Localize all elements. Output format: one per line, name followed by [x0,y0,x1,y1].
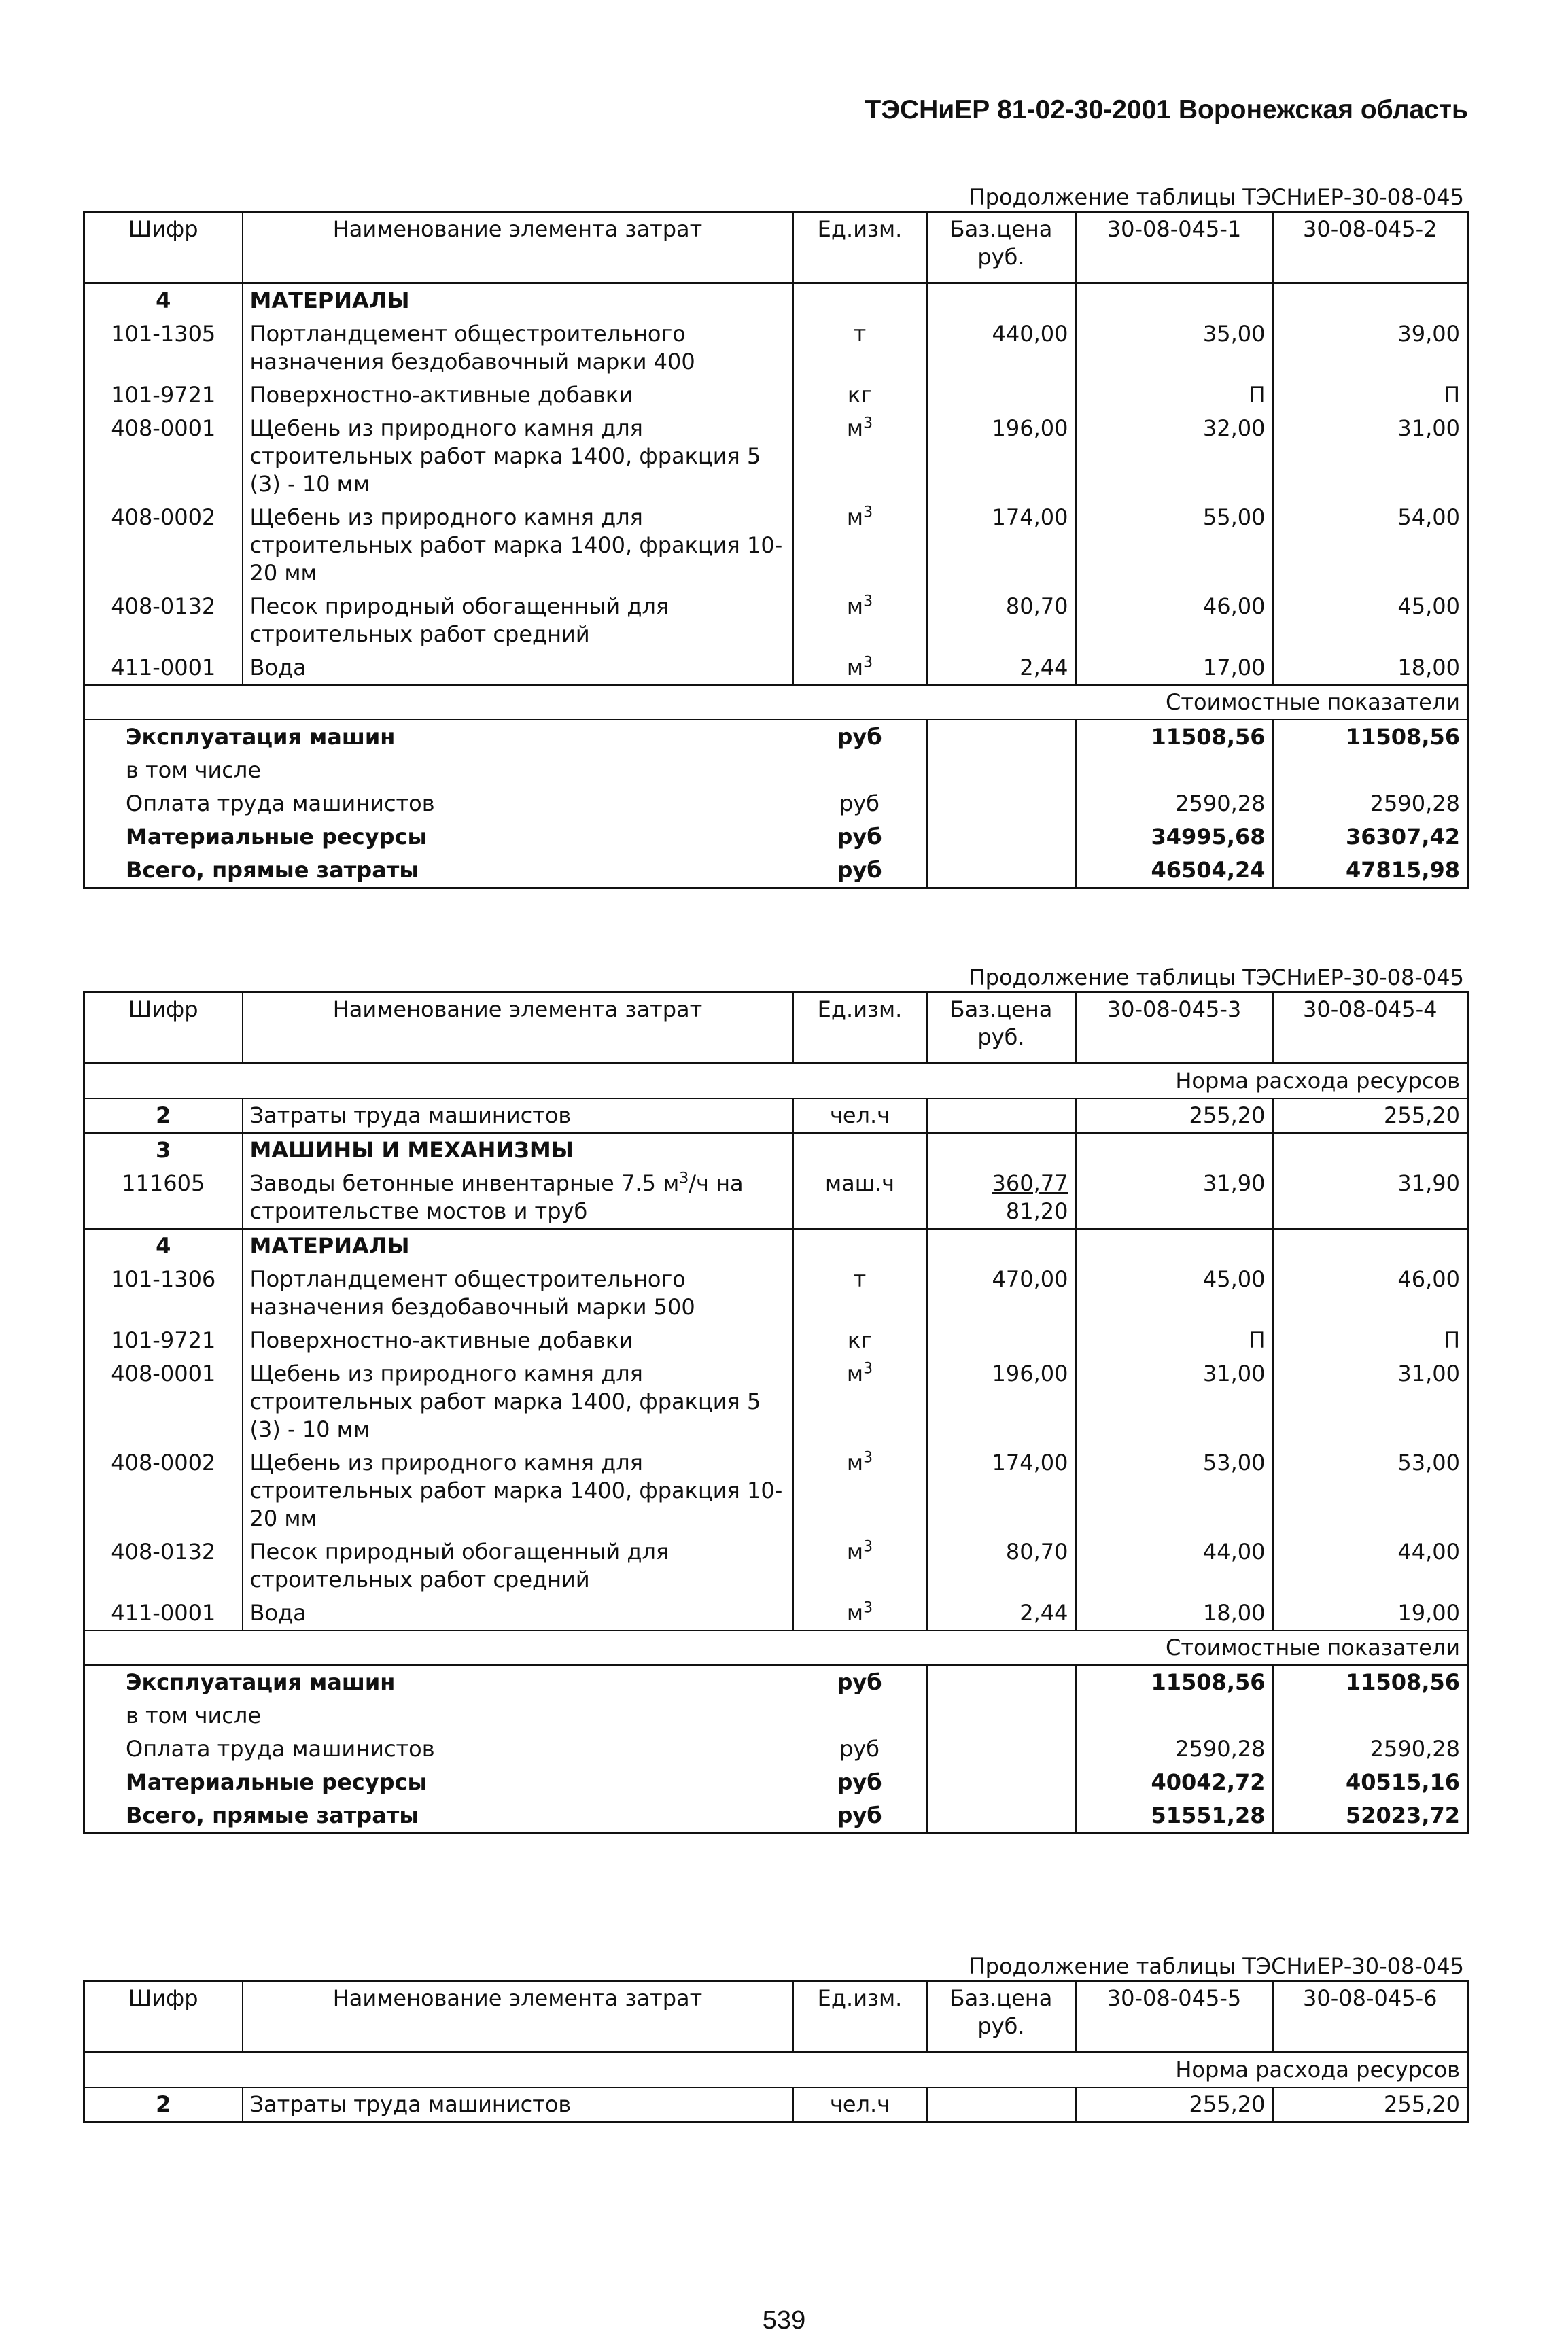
summary-value-a: 46504,24 [1076,854,1273,888]
header-name: Наименование элемента затрат [243,992,793,1064]
row-name: Щебень из природного камня для строительных работ марка 1400, фракция 5 (3) - 10 мм [243,412,793,501]
header-col-a: 30-08-045-3 [1076,992,1273,1064]
summary-label: Всего, прямые затраты [126,857,419,883]
row-code: 101-9721 [84,1324,243,1357]
header-unit: Ед.изм. [793,1981,927,2053]
summary-label: Материальные ресурсы [126,1769,428,1795]
header-col-b: 30-08-045-4 [1273,992,1468,1064]
row-value-b: 31,00 [1397,415,1460,441]
summary-value-b: 11508,56 [1345,724,1460,750]
row-unit: кг [793,379,927,412]
row-unit: $м^3$ [793,1535,927,1597]
resource-table-2 [83,991,1469,1834]
summary-row [84,1699,1468,1732]
header-unit: Ед.изм. [793,992,927,1064]
row-code: 408-0132 [84,590,243,651]
table-block-1 [83,184,1467,889]
continuation-label: Продолжение таблицы ТЭСНиЕР-30-08-045 [969,1953,1464,1979]
resource-table-3 [83,1980,1469,2123]
summary-value-a: 2590,28 [1076,1732,1273,1766]
row-value-b: 18,00 [1397,655,1460,680]
row-value-b: 54,00 [1397,504,1460,530]
row-name: Щебень из природного камня для строительных работ марка 1400, фракция 10-20 мм [243,501,793,590]
row-code: 101-1305 [84,317,243,379]
row-code: 408-0001 [84,1357,243,1446]
row-value-b: П [1443,1327,1460,1353]
summary-value-a: 2590,28 [1076,787,1273,820]
summary-row [84,720,1468,754]
header-unit: Ед.изм. [793,212,927,283]
summary-unit: руб [837,724,882,750]
row-name: Портландцемент общестроительного назначения бездобавочный марки 500 [243,1263,793,1324]
summary-row [84,1665,1468,1699]
row-price: 196,00 [927,1357,1076,1446]
row-unit: кг [793,1324,927,1357]
row-price [927,1167,1076,1229]
summary-unit: руб [837,1802,882,1828]
row-name: Вода [243,651,793,685]
continuation-label: Продолжение таблицы ТЭСНиЕР-30-08-045 [969,184,1464,210]
row-value-a: 255,20 [1076,2087,1273,2123]
summary-value-a: 11508,56 [1076,720,1273,754]
summary-row [84,1766,1468,1799]
row-value-a: 17,00 [1076,651,1273,685]
labor-row [84,1098,1468,1133]
table-row [84,1263,1468,1324]
summary-row [84,820,1468,854]
row-unit: чел.ч [793,2087,927,2123]
row-name: Портландцемент общестроительного назначения бездобавочный марки 400 [243,317,793,379]
row-name: Затраты труда машинистов [243,1098,793,1133]
header-code: Шифр [84,1981,243,2053]
header-base-price: Баз.цена руб. [927,1981,1076,2053]
cost-indicators-band [84,685,1468,720]
row-value-a: 45,00 [1076,1263,1273,1324]
row-value-a: 46,00 [1076,590,1273,651]
header-name: Наименование элемента затрат [243,1981,793,2053]
row-price [927,1324,1076,1357]
summary-label: Оплата труда машинистов [126,1736,435,1762]
row-code: 408-0002 [84,1446,243,1535]
cost-indicators-band [84,1631,1468,1665]
summary-label: в том числе [126,1703,261,1728]
table-row [84,1357,1468,1446]
summary-value-a: 51551,28 [1076,1799,1273,1834]
row-unit: $м^3$ [793,1357,927,1446]
section-code: 4 [84,283,243,318]
row-price [927,379,1076,412]
summary-label: Оплата труда машинистов [126,790,435,816]
summary-row [84,1799,1468,1834]
row-price: 2,44 [927,651,1076,685]
row-value-b: 31,00 [1397,1361,1460,1387]
row-value-b: 255,20 [1384,2091,1460,2117]
summary-unit: руб [837,857,882,883]
header-col-b: 30-08-045-2 [1273,212,1468,283]
summary-value-a: 34995,68 [1076,820,1273,854]
table-row [84,379,1468,412]
summary-unit: руб [837,1669,882,1695]
row-unit: чел.ч [793,1098,927,1133]
summary-value-b: 36307,42 [1345,824,1460,850]
row-unit: т [793,1263,927,1324]
row-value-b: 44,00 [1397,1539,1460,1565]
row-value-a: 44,00 [1076,1535,1273,1597]
row-value-a: 18,00 [1076,1597,1273,1631]
section-name: МАТЕРИАЛЫ [243,1229,793,1263]
row-code: 411-0001 [84,651,243,685]
norm-band [84,2053,1468,2088]
table-row [84,317,1468,379]
row-name: Щебень из природного камня для строительных работ марка 1400, фракция 5 (3) - 10 мм [243,1357,793,1446]
row-code: 408-0132 [84,1535,243,1597]
header-col-a: 30-08-045-1 [1076,212,1273,283]
row-price: 196,00 [927,412,1076,501]
section-code: 3 [84,1133,243,1167]
row-value-a: 53,00 [1076,1446,1273,1535]
price-top: 360,77 [992,1170,1068,1196]
row-price: 80,70 [927,1535,1076,1597]
table-row [84,1324,1468,1357]
table-row [84,501,1468,590]
summary-value-b: 40515,16 [1345,1769,1460,1795]
table-row [84,1535,1468,1597]
row-price: 470,00 [927,1263,1076,1324]
row-value-b: 19,00 [1397,1600,1460,1626]
summary-value-a: 40042,72 [1076,1766,1273,1799]
summary-unit: руб [837,1769,882,1795]
row-code: 101-1306 [84,1263,243,1324]
table-header-row [84,992,1468,1064]
header-name: Наименование элемента затрат [243,212,793,283]
row-value-a: 31,90 [1076,1167,1273,1229]
row-code: 408-0001 [84,412,243,501]
row-unit: $м^3$ [793,590,927,651]
summary-value-b: 47815,98 [1345,857,1460,883]
summary-label: Всего, прямые затраты [126,1802,419,1828]
row-name: Поверхностно-активные добавки [243,379,793,412]
summary-label: Эксплуатация машин [126,1669,396,1695]
row-price: 174,00 [927,501,1076,590]
row-unit: $м^3$ [793,651,927,685]
row-value-a: П [1076,379,1273,412]
row-code: 101-9721 [84,379,243,412]
row-name: Песок природный обогащенный для строительных работ средний [243,1535,793,1597]
section-row-machines [84,1133,1468,1167]
row-unit: $м^3$ [793,412,927,501]
summary-unit: руб [839,790,879,816]
row-value-b: 46,00 [1397,1266,1460,1292]
summary-unit: руб [837,824,882,850]
section-name: МАШИНЫ И МЕХАНИЗМЫ [243,1133,793,1167]
row-value-b: 31,90 [1397,1170,1460,1196]
summary-value-b: 11508,56 [1345,1669,1460,1695]
row-value-a: 35,00 [1076,317,1273,379]
row-name: Песок природный обогащенный для строительных работ средний [243,590,793,651]
row-value-b: 39,00 [1397,321,1460,347]
header-base-price: Баз.цена руб. [927,212,1076,283]
row-value-b: 53,00 [1397,1450,1460,1476]
row-unit: $м^3$ [793,1446,927,1535]
row-value-a: 32,00 [1076,412,1273,501]
section-row-materials [84,283,1468,318]
table-row [84,1446,1468,1535]
summary-label: в том числе [126,757,261,783]
table-header-row [84,1981,1468,2053]
row-code: 111605 [84,1167,243,1229]
summary-value-a: 11508,56 [1076,1665,1273,1699]
header-base-price: Баз.цена руб. [927,992,1076,1064]
price-bottom: 81,20 [1005,1198,1068,1224]
table-row [84,590,1468,651]
row-unit: $м^3$ [793,1597,927,1631]
table-block-2 [83,964,1467,1834]
row-price: 80,70 [927,590,1076,651]
table-row [84,412,1468,501]
summary-row [84,1732,1468,1766]
header-col-a: 30-08-045-5 [1076,1981,1273,2053]
row-name: Затраты труда машинистов [243,2087,793,2123]
row-value-b: 45,00 [1397,593,1460,619]
row-value-b: 255,20 [1384,1102,1460,1128]
norm-band-label: Норма расхода ресурсов [84,2053,1468,2088]
summary-value-b: 2590,28 [1370,1736,1460,1762]
table-block-3 [83,1953,1467,2123]
section-code: 4 [84,1229,243,1263]
table-header-row [84,212,1468,283]
row-name: Заводы бетонные инвентарные 7.5 $м^3/ч$ на строительстве мостов и труб [243,1167,793,1229]
summary-row [84,854,1468,888]
row-value-b: П [1443,382,1460,408]
row-price: 174,00 [927,1446,1076,1535]
row-code: 2 [84,1098,243,1133]
row-value-a: 55,00 [1076,501,1273,590]
page-number: 539 [762,2306,806,2335]
summary-value-b: 2590,28 [1370,790,1460,816]
table-row [84,651,1468,685]
summary-row [84,787,1468,820]
norm-band-label: Норма расхода ресурсов [84,1064,1468,1099]
row-price: 440,00 [927,317,1076,379]
labor-row [84,2087,1468,2123]
machine-row [84,1167,1468,1229]
row-unit: $м^3$ [793,501,927,590]
resource-table-1 [83,211,1469,889]
summary-unit: руб [839,1736,879,1762]
section-name: МАТЕРИАЛЫ [243,283,793,318]
row-unit: маш.ч [793,1167,927,1229]
cost-band-label: Стоимостные показатели [84,685,1468,720]
row-name: Вода [243,1597,793,1631]
header-code: Шифр [84,992,243,1064]
row-name: Поверхностно-активные добавки [243,1324,793,1357]
summary-row [84,754,1468,787]
summary-label: Эксплуатация машин [126,724,396,750]
summary-value-b: 52023,72 [1345,1802,1460,1828]
row-price: 2,44 [927,1597,1076,1631]
continuation-label: Продолжение таблицы ТЭСНиЕР-30-08-045 [969,964,1464,990]
section-row-materials [84,1229,1468,1263]
summary-label: Материальные ресурсы [126,824,428,850]
row-value-a: П [1076,1324,1273,1357]
row-code: 411-0001 [84,1597,243,1631]
row-unit: т [793,317,927,379]
row-code: 408-0002 [84,501,243,590]
table-row [84,1597,1468,1631]
row-value-a: 31,00 [1076,1357,1273,1446]
header-col-b: 30-08-045-6 [1273,1981,1468,2053]
norm-band [84,1064,1468,1099]
row-value-a: 255,20 [1076,1098,1273,1133]
header-code: Шифр [84,212,243,283]
page-header-title: ТЭСНиЕР 81-02-30-2001 Воронежская область [865,95,1468,124]
row-name: Щебень из природного камня для строительных работ марка 1400, фракция 10-20 мм [243,1446,793,1535]
cost-band-label: Стоимостные показатели [84,1631,1468,1665]
row-code: 2 [84,2087,243,2123]
